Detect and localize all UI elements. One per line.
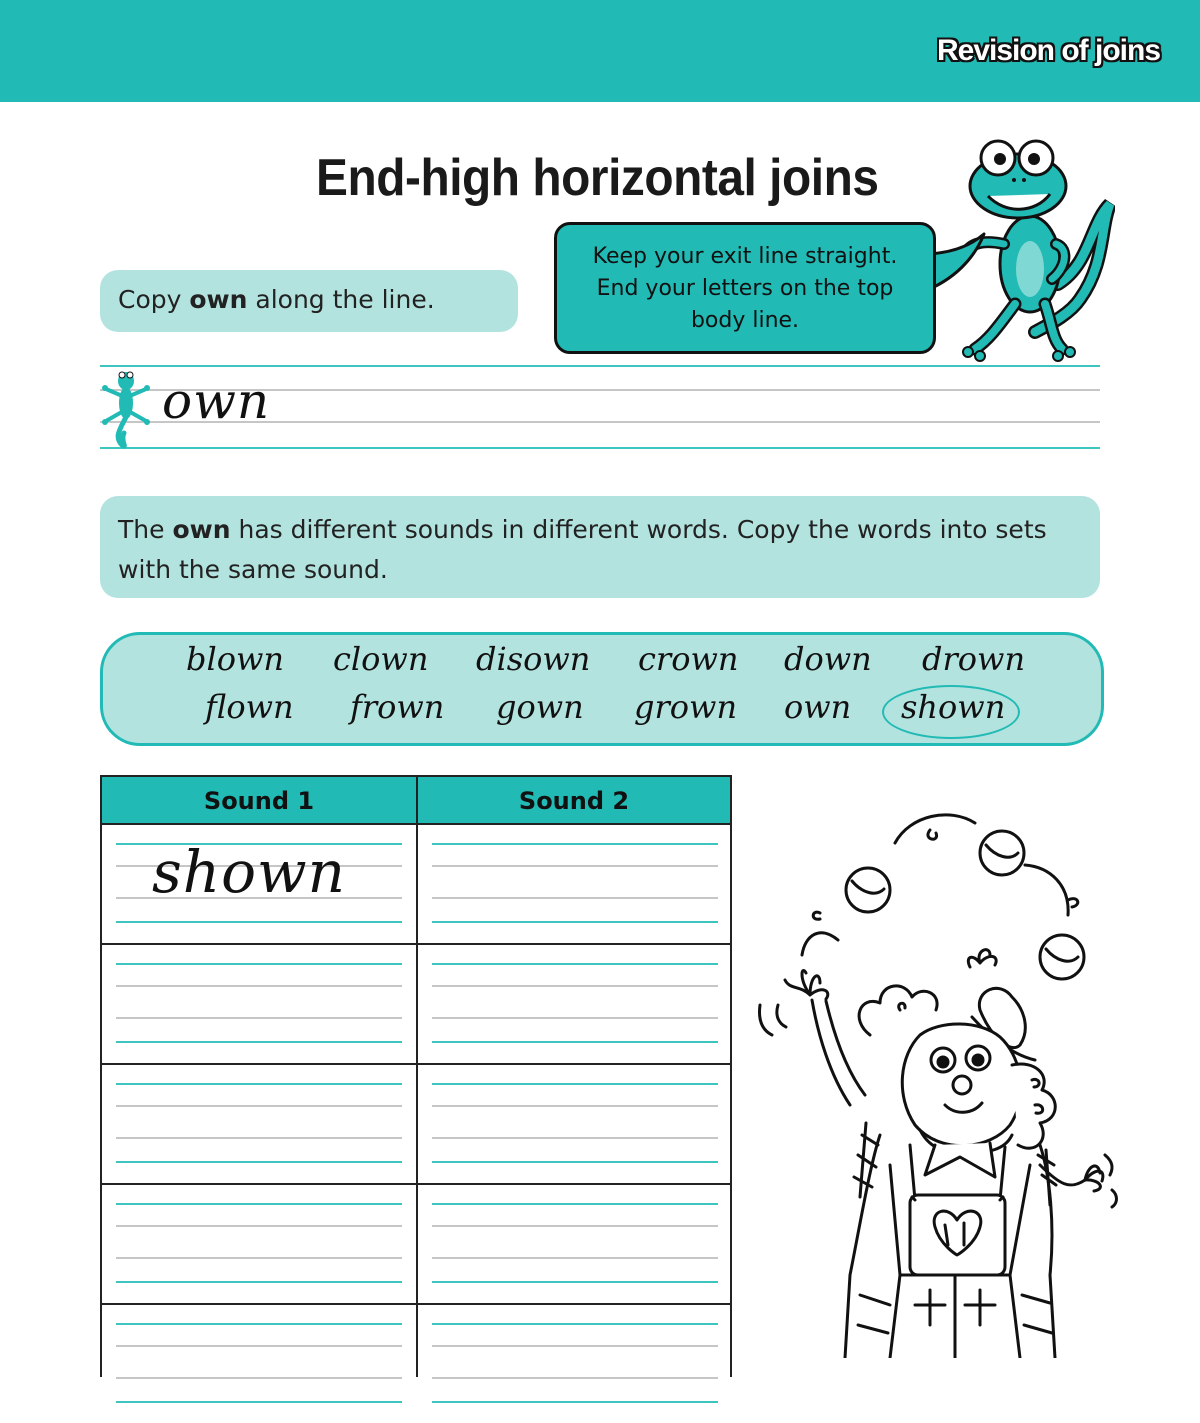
word-bank-item: clown <box>333 640 429 678</box>
tip-speech-bubble <box>554 222 936 354</box>
guide-line <box>116 1281 402 1283</box>
instruction-bold-word: own <box>189 285 248 314</box>
guide-line <box>116 1137 402 1139</box>
word-bank-item: drown <box>922 640 1026 678</box>
guide-line <box>432 1323 718 1325</box>
guide-line <box>432 963 718 965</box>
header-bar <box>0 0 1200 102</box>
guide-line <box>432 1377 718 1379</box>
guide-line <box>116 985 402 987</box>
guide-line <box>432 985 718 987</box>
guide-line <box>432 843 718 845</box>
word-bank-item: flown <box>205 688 294 726</box>
sound-1-writing-cell[interactable] <box>116 1183 402 1303</box>
bubble-line: Keep your exit line straight. <box>592 244 898 269</box>
word-bank-item-circled: shown <box>901 688 1006 726</box>
guide-line <box>432 1137 718 1139</box>
guide-line <box>432 1017 718 1019</box>
instruction-text: The <box>118 515 173 544</box>
word-bank-item: crown <box>638 640 739 678</box>
guide-line <box>116 1401 402 1403</box>
sound-2-writing-cell[interactable] <box>432 823 718 943</box>
instruction-text: along the line. <box>247 285 435 314</box>
guide-line <box>116 1017 402 1019</box>
word-bank-item: blown <box>186 640 284 678</box>
guide-line <box>432 1281 718 1283</box>
sound-2-writing-cell[interactable] <box>432 1303 718 1423</box>
sound-2-writing-cell[interactable] <box>432 1063 718 1183</box>
sound-1-writing-cell[interactable] <box>116 943 402 1063</box>
guide-line <box>116 921 402 923</box>
example-answer: shown <box>152 838 347 906</box>
guide-line <box>432 865 718 867</box>
guide-line <box>116 1225 402 1227</box>
instruction-text: Copy <box>118 285 190 314</box>
guide-line <box>432 897 718 899</box>
juggling-clown-illustration <box>750 805 1120 1358</box>
guide-line <box>432 1257 718 1259</box>
small-gecko-icon <box>100 367 154 449</box>
column-divider <box>416 823 418 1377</box>
guide-line <box>116 1105 402 1107</box>
word-bank-item: frown <box>350 688 445 726</box>
guide-line <box>116 1203 402 1205</box>
guide-line <box>432 1345 718 1347</box>
guide-line <box>116 1345 402 1347</box>
column-header-sound-2: Sound 2 <box>418 777 730 825</box>
example-circle <box>882 685 1020 739</box>
guide-line <box>116 1323 402 1325</box>
section-title: Revision of joins <box>936 34 1160 67</box>
guide-line <box>432 1401 718 1403</box>
instruction-bold-word: own <box>172 515 231 544</box>
instruction-sort-words <box>100 496 1100 598</box>
guide-line <box>432 921 718 923</box>
sound-1-writing-cell[interactable] <box>116 1303 402 1423</box>
guide-line <box>116 963 402 965</box>
page-title: End-high horizontal joins <box>316 149 879 207</box>
guide-line <box>116 1377 402 1379</box>
bubble-line: End your letters on the top <box>596 276 894 301</box>
word-bank-item: down <box>784 640 872 678</box>
word-bank-item: grown <box>634 688 738 726</box>
guide-line <box>432 1041 718 1043</box>
guide-line <box>432 1203 718 1205</box>
guide-line <box>116 1083 402 1085</box>
instruction-copy-own <box>100 270 518 332</box>
sound-2-writing-cell[interactable] <box>432 943 718 1063</box>
word-bank-item: own <box>784 688 852 726</box>
bubble-line: body line. <box>690 308 800 333</box>
guide-line <box>432 1161 718 1163</box>
word-bank-item: disown <box>476 640 591 678</box>
column-header-sound-1: Sound 1 <box>102 777 418 825</box>
model-word: own <box>162 372 271 430</box>
sound-2-writing-cell[interactable] <box>432 1183 718 1303</box>
sound-1-writing-cell[interactable] <box>116 1063 402 1183</box>
guide-line <box>432 1083 718 1085</box>
guide-line <box>432 1105 718 1107</box>
guide-line <box>116 1257 402 1259</box>
guide-line <box>432 1225 718 1227</box>
instruction-text: has different sounds in different words. Copy the words into sets with the same sound. <box>118 515 1047 584</box>
guide-line <box>116 1161 402 1163</box>
guide-line <box>116 1041 402 1043</box>
word-bank-item: gown <box>496 688 584 726</box>
